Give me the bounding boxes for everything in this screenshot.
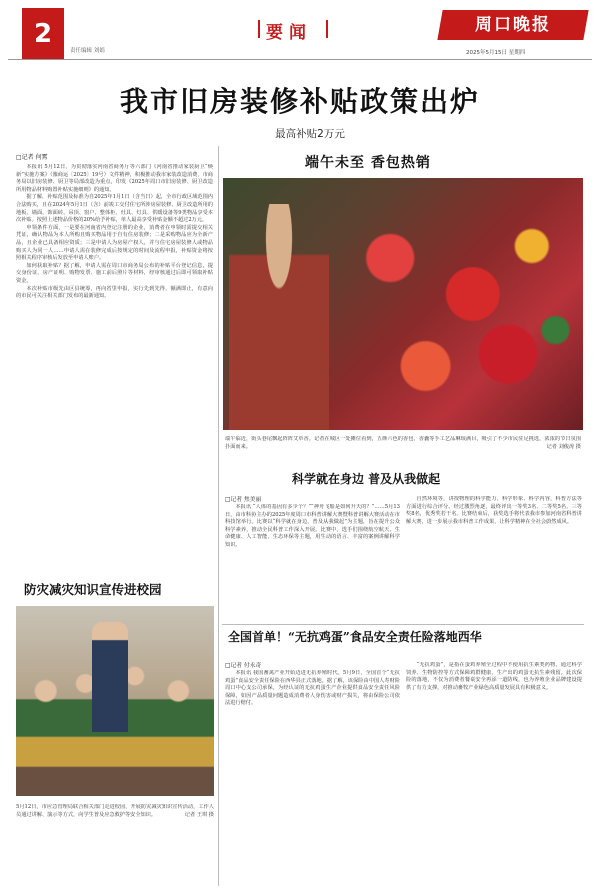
sachet-stall-photo: [223, 178, 583, 430]
school-drill-photo: [16, 606, 214, 796]
feature-caption: [225, 436, 581, 466]
science-paragraph: 本报讯 “人体的基因有多少个？”“神舟飞船是如何升天的？”……5月13日，由市科协主办的2025年度周口市科普讲解大赛暨科普讲解大赛活动在市科技馆举行。比赛以“科学就在身边，普及从我做起”为主题，旨在提升公众科学素养，推动全民科普工作深入开展。比赛中，选手们围绕航空航天、生命健康、人工智能、生态环保等主题，用生动的语言、丰富的案例讲解科学知识。: [225, 504, 400, 548]
science-column-1: [225, 504, 400, 622]
section-rule-left: [258, 20, 260, 38]
lead-paragraph: 本报讯 5月12日，为贯彻落实河南省商务厅等六部门《河南省推动家装厨卫“焕新”实施方案》（豫商运〔2025〕19号）文件精神，积极推动我市家装改造消费，市商务局以旧房装修、厨卫等局部改造为重点，印发《2025年周口市旧房装修、厨卫改造所用物品材料购置补贴实施细则》的通知。: [16, 164, 213, 193]
science-column-2: [406, 496, 582, 622]
page-number: 2: [33, 19, 53, 49]
issue-date: 2025年5月15日 星期四: [466, 50, 526, 56]
lead-headline: 我市旧房装修补贴政策出炉: [119, 85, 480, 118]
newspaper-logo: 周口晚报: [475, 15, 551, 35]
sachet-hangings: [343, 186, 579, 426]
food-column-2: [406, 662, 582, 878]
section-rule-right: [326, 20, 328, 38]
food-title: 全国首单！“无抗鸡蛋”食品安全责任险落地西华: [228, 630, 482, 644]
feature-photo-credit: 记者 刘俊涛 摄: [546, 443, 581, 450]
food-paragraph: 本报讯 我国畜禽产业开始迈进无抗养殖时代。5月9日，全国首个“无抗鸡蛋”食品安全责任保险在西华县正式落地。据了解，该保险由中国人寿财险周口中心支公司承保，为经认证的无抗鸡蛋生产企业提供食品安全责任风险保障，如因产品质量问题造成消费者人身伤害或财产损失，将由保险公司依法进行赔付。: [225, 670, 400, 707]
lead-article: [16, 164, 213, 562]
food-byline: □记者 付永奇: [225, 663, 262, 669]
feature-caption-text: 端午临近，街头巷尾飘起阵阵艾草香。记者在城区一处摊位看到，五颜六色的香包、香囊等手工艺品琳琅满目，吸引了不少市民驻足挑选，浓浓的节日氛围扑面而来。: [225, 436, 581, 450]
science-paragraph: 自然环境等，讲授物理的科学能力、科学形象、科学内容，科普方法等方面进行综合评分。经过激烈角逐，最终评出一等奖3名、二等奖5名、三等奖8名，优秀奖若干名。比赛结束后，获奖选手将代表我市参加河南省科普讲解大赛，进一步展示我市科普工作成果，让科学精神在全社会蔚然成风。: [406, 496, 582, 525]
school-photo-credit: 记者 王琪 摄: [184, 811, 214, 818]
lead-paragraph: 本次补贴市级先由区县统筹，再向省里申报，实行先到先得、额满即止，有意向的市民可关注相关部门发布的最新通知。: [16, 285, 213, 300]
food-column-1: [225, 670, 400, 878]
school-caption-text: 5月12日，市应急管理局联合相关部门走进校园，开展防灾减灾知识宣传活动，工作人员通过讲解、演示等方式，向学生普及应急救护等安全知识。: [16, 804, 214, 818]
lead-paragraph: 如何获取补贴？据了解，申请人需在周口市商务局公布的补贴平台登记信息，提交身份证、房产证明、购物发票、施工前后照片等材料，经审核通过后即可领取补贴资金。: [16, 262, 213, 284]
section-divider: [222, 624, 584, 625]
column-divider: [218, 146, 219, 886]
edition-meta: 责任编辑 刘娟: [70, 48, 105, 54]
science-byline: □记者 焦美丽: [225, 497, 262, 503]
vendor-figure: [229, 204, 329, 430]
masthead-rule: [8, 59, 592, 60]
lead-paragraph: 据了解，补贴范围及标准为自2025年1月1日（含当日）起，全市行政区域范围内合法购买，且在2024年5月1日（含）前竣工交付住宅所涉房屋装修、厨卫改造所用的地板、墙面、饰面砖、吊顶、窗户、整体柜、灶具、灯具、供暖设备等9类物品享受本次补贴。按照上述物品价格的20%给予补贴，单人最高享受补贴金额不超过2万元。: [16, 194, 213, 224]
school-caption: [16, 804, 214, 844]
feature-title: 端午未至 香包热销: [305, 155, 431, 171]
lead-paragraph: 申领条件方面，一是要在河南省内登记注册的企业，消费者在申领时需提交相关凭证，确认物品为本人所购且购买物品用于自有住房装修；二是采购物品应为全新产品，且企业已具备相应资质；三是申请人为房屋产权人，并与住宅房屋装修人或物品购买人为同一人……申请人需在装修完成后按规定的时间及流程申报，补贴资金将按照相关程序审核后发放至申请人账户。: [16, 224, 213, 262]
instructor-figure: [92, 622, 128, 732]
section-label: 要闻: [266, 23, 312, 43]
lead-byline: □记者 何霄: [16, 154, 48, 161]
page-number-box: [22, 8, 64, 60]
school-title: 防灾减灾知识宣传进校园: [24, 582, 162, 597]
food-paragraph: “无抗鸡蛋”，是指在蛋鸡养殖全过程中不使用抗生素类药物，通过科学饲养、生物防控等方式保障鸡群健康，生产出的鸡蛋无抗生素残留。此次保险的落地，不仅为消费者餐桌安全再添一道防线，也为养殖企业品牌建设提供了有力支撑，对推动畜牧产业绿色高质量发展具有积极意义。: [406, 662, 582, 691]
logo-box: [437, 10, 588, 40]
masthead: [8, 6, 592, 62]
lead-subhead: 最高补贴2万元: [275, 128, 345, 140]
science-title: 科学就在身边 普及从我做起: [292, 472, 441, 486]
